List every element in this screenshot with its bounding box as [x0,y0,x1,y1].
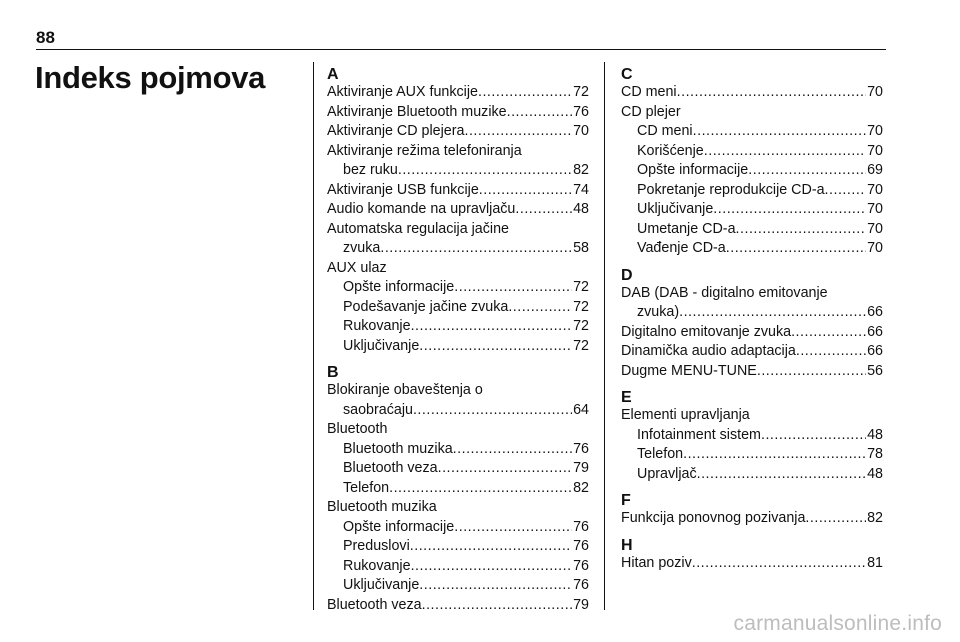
dot-leader [380,239,572,259]
page-reference: 56 [867,362,883,379]
index-entry [327,259,589,279]
page-reference: 79 [573,460,589,476]
page-reference: 58 [573,240,589,256]
index-subentry [327,401,589,421]
entry-label: Hitan poziv [621,554,692,571]
page-reference: 70 [573,123,589,139]
page-reference: 70 [867,142,883,159]
page-reference: 48 [573,201,589,217]
index-section [621,537,883,574]
page-reference: 76 [573,518,589,535]
entry-label: Uključivanje [343,577,420,593]
page-reference: 76 [573,577,589,593]
index-section [621,389,883,484]
dot-leader [419,576,572,596]
entry-label: Audio komande na upravljaču [327,201,516,217]
index-entry [327,83,589,103]
page-reference: 72 [573,84,589,100]
dot-leader [464,122,572,142]
index-subentry [327,537,589,557]
index-subentry [621,220,883,240]
page-reference: 70 [867,240,883,256]
dot-leader [761,426,866,446]
index-subentry [327,317,589,337]
index-column-2 [621,64,883,581]
dot-leader [692,554,866,574]
dot-leader [791,323,866,343]
page-reference: 70 [867,220,883,237]
index-subentry [621,122,883,142]
index-entry [621,323,883,343]
dot-leader [479,181,572,201]
index-subentry [327,298,589,318]
entry-label: Telefon [637,446,684,462]
index-entry [327,142,589,162]
entry-label: Umetanje CD-a [637,220,736,237]
entry-label: Aktiviranje Bluetooth muzike [327,103,507,120]
page-reference: 76 [573,440,589,457]
dot-leader [805,509,866,529]
entry-label: Bluetooth muzika [343,440,453,457]
index-subentry [621,200,883,220]
entry-label: Automatska regulacija jačine [327,220,509,237]
entry-label: Upravljač [637,465,697,482]
dot-leader [453,440,572,460]
dot-leader [796,342,866,362]
section-letter: H [621,536,633,554]
page-reference: 69 [867,162,883,178]
entry-label: DAB (DAB - digitalno emitovanje [621,284,828,301]
index-entry [621,509,883,529]
entry-label: Pokretanje reprodukcije CD-a [637,181,825,198]
entry-label: CD plejer [621,103,681,120]
index-entry [327,181,589,201]
index-subentry [327,459,589,479]
index-subentry [327,557,589,577]
index-entry [621,83,883,103]
entry-label: Elementi upravljanja [621,407,750,423]
index-subentry [327,278,589,298]
index-section [621,492,883,529]
entry-label: Opšte informacije [343,518,455,535]
index-section [621,66,883,259]
index-entry [327,103,589,123]
dot-leader [825,181,867,201]
entry-label: Bluetooth veza [343,460,438,476]
dot-leader [736,220,867,240]
page-reference: 76 [573,557,589,574]
entry-label: zvuka) [637,304,680,320]
page-reference: 72 [573,318,589,334]
entry-label: Aktiviranje režima telefoniranja [327,142,522,159]
dot-leader [454,518,572,538]
entry-label: Korišćenje [637,142,704,159]
entry-label: Telefon [343,479,390,496]
dot-leader [410,537,572,557]
page-number: 88 [36,28,55,47]
section-letter: C [621,66,633,83]
index-subentry [327,161,589,181]
page-reference: 81 [867,554,883,571]
index-subentry [327,479,589,499]
dot-leader [677,83,866,103]
index-entry [327,200,589,220]
page-reference: 70 [867,181,883,198]
page-reference: 64 [573,401,589,418]
page-reference: 48 [867,465,883,482]
entry-label: Bluetooth veza [327,596,422,613]
page-reference: 70 [867,123,883,139]
entry-label: Dugme MENU-TUNE [621,362,757,379]
dot-leader [422,596,573,616]
entry-label: Aktiviranje AUX funkcije [327,84,478,100]
watermark: carmanualsonline.info [733,612,942,635]
index-subentry [327,239,589,259]
dot-leader [713,200,866,220]
entry-label: zvuka [343,240,381,256]
dot-leader [398,161,572,181]
entry-label: AUX ulaz [327,259,387,276]
dot-leader [748,161,866,181]
entry-label: Aktiviranje CD plejera [327,123,465,139]
page-reference: 76 [573,538,589,554]
entry-label: Podešavanje jačine zvuka [343,298,509,315]
index-section [327,66,589,356]
entry-label: Opšte informacije [343,279,455,295]
entry-label: CD meni [621,84,677,100]
page-reference: 72 [573,298,589,315]
dot-leader [757,362,866,382]
dot-leader [693,122,866,142]
index-subentry [621,303,883,323]
section-letter: B [327,364,339,381]
page-reference: 82 [573,479,589,496]
page-reference: 78 [867,446,883,462]
index-subentry [621,181,883,201]
section-letter: F [621,492,631,509]
index-subentry [621,161,883,181]
entry-label: Uključivanje [637,201,714,217]
header-rule [36,49,886,50]
dot-leader [411,557,573,577]
index-entry [327,220,589,240]
dot-leader [683,445,866,465]
page-reference: 70 [867,84,883,100]
entry-label: Vađenje CD-a [637,240,726,256]
dot-leader [454,278,572,298]
entry-label: Rukovanje [343,557,411,574]
index-entry [621,342,883,362]
dot-leader [478,83,572,103]
dot-leader [413,401,572,421]
dot-leader [697,465,867,485]
index-subentry [621,445,883,465]
dot-leader [704,142,866,162]
column-divider-2 [604,62,605,610]
entry-label: CD meni [637,123,693,139]
section-letter: E [621,389,632,406]
index-subentry [621,239,883,259]
page-reference: 48 [867,426,883,443]
dot-leader [419,337,572,357]
page-reference: 82 [573,162,589,178]
index-entry [327,381,589,401]
entry-label: Uključivanje [343,337,420,354]
index-entry [621,284,883,304]
entry-label: Bluetooth muzika [327,499,437,515]
entry-label: bez ruku [343,162,398,178]
index-subentry [621,142,883,162]
page-reference: 70 [867,201,883,217]
page-reference: 76 [573,103,589,120]
page-reference: 74 [573,181,589,198]
page-reference: 66 [867,323,883,340]
entry-label: Aktiviranje USB funkcije [327,181,479,198]
index-subentry [327,440,589,460]
index-column-1 [327,64,589,623]
index-section [621,267,883,382]
section-letter: D [621,266,633,284]
dot-leader [411,317,573,337]
entry-label: Preduslovi [343,538,410,554]
entry-label: Opšte informacije [637,162,749,178]
index-subentry [327,576,589,596]
index-subentry [327,337,589,357]
index-entry [621,103,883,123]
entry-label: Dinamička audio adaptacija [621,343,796,359]
entry-label: Bluetooth [327,421,388,437]
page-reference: 79 [573,596,589,613]
index-subentry [621,465,883,485]
index-entry [621,554,883,574]
dot-leader [508,298,572,318]
page-reference: 82 [867,510,883,526]
dot-leader [507,103,573,123]
index-entry [621,362,883,382]
entry-label: Funkcija ponovnog pozivanja [621,510,806,526]
index-section [327,364,589,615]
dot-leader [726,239,866,259]
page-reference: 66 [867,343,883,359]
dot-leader [389,479,572,499]
index-entry [327,596,589,616]
entry-label: Digitalno emitovanje zvuka [621,323,792,340]
dot-leader [515,200,572,220]
index-entry [327,498,589,518]
index-entry [327,420,589,440]
index-subentry [621,426,883,446]
dot-leader [679,303,866,323]
index-entry [621,406,883,426]
index-subentry [327,518,589,538]
entry-label: Infotainment sistem [637,426,761,443]
page-reference: 72 [573,279,589,295]
entry-label: Rukovanje [343,318,411,334]
entry-label: saobraćaju [343,401,413,418]
page-reference: 66 [867,304,883,320]
dot-leader [438,459,573,479]
entry-label: Blokiranje obaveštenja o [327,382,483,398]
page-title: Indeks pojmova [35,60,266,95]
section-letter: A [327,66,339,83]
index-entry [327,122,589,142]
page-reference: 72 [573,337,589,354]
column-divider-1 [313,62,314,610]
